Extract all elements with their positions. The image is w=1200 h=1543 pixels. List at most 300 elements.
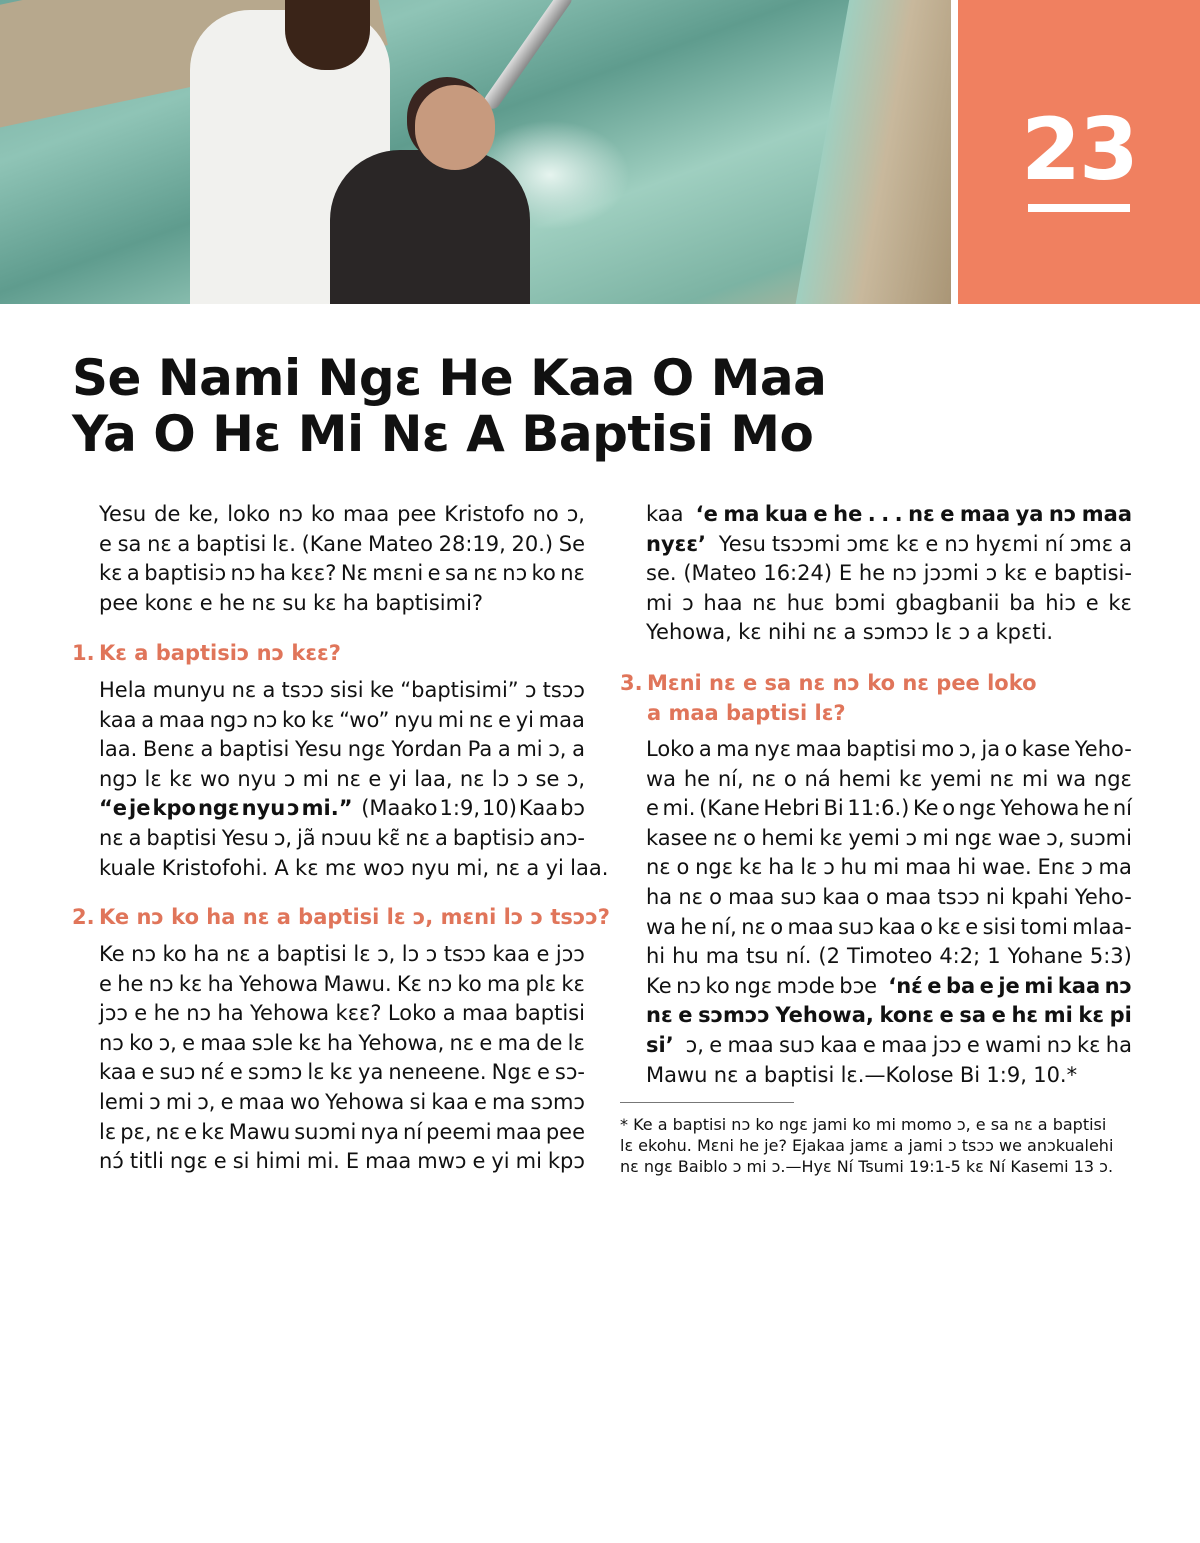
text: ko xyxy=(162,942,187,966)
text: nɛ xyxy=(712,825,738,850)
text: kɛ xyxy=(937,914,961,939)
text: mlaa- xyxy=(1072,914,1132,939)
text: a xyxy=(126,561,140,586)
bold-text: hɛ xyxy=(1011,1003,1039,1028)
text: lemi xyxy=(99,1089,145,1114)
question-text: a maa baptisi lɛ? xyxy=(647,700,846,725)
text: nɛ xyxy=(336,766,361,791)
text: Hebri xyxy=(763,796,820,821)
text: a xyxy=(976,620,990,645)
title-line: Se Nami Ngɛ He Kaa O Maa xyxy=(72,349,827,407)
text: pee xyxy=(397,502,437,526)
text: nɛ xyxy=(449,1030,475,1055)
text: se. xyxy=(646,561,677,586)
text: a xyxy=(128,825,142,850)
text: ha xyxy=(326,1030,354,1055)
text-line xyxy=(99,765,585,795)
text: a xyxy=(177,531,191,556)
text-line xyxy=(646,500,1132,530)
text: ɔ xyxy=(283,766,296,791)
text: ma xyxy=(486,971,521,996)
text: Yehowa xyxy=(249,1001,330,1026)
text: bɔ xyxy=(560,796,585,821)
bold-text: e xyxy=(813,502,828,526)
text: maa xyxy=(343,502,390,526)
text: Loko xyxy=(387,1001,437,1026)
text: nɔ xyxy=(252,707,278,732)
text: o xyxy=(676,855,690,880)
bold-text: . xyxy=(881,502,890,526)
bold-text: ma xyxy=(723,502,760,526)
text: yi xyxy=(545,855,564,880)
text: kaa xyxy=(99,707,137,732)
text: ko xyxy=(705,973,730,998)
text: ní, xyxy=(717,766,744,791)
text: mi xyxy=(302,766,329,791)
text: kɛɛ? xyxy=(290,561,337,586)
text: kɛ xyxy=(898,766,923,791)
text: nɛ xyxy=(155,1119,181,1144)
text: ngɔ xyxy=(99,766,138,791)
text-line xyxy=(99,530,585,560)
bold-text: maa xyxy=(959,502,1011,526)
text: ngɛ xyxy=(958,796,997,821)
text-line xyxy=(646,972,1132,1002)
text: nɔ xyxy=(891,561,917,586)
text: Kaa xyxy=(518,796,559,821)
text: jɔɔ xyxy=(932,1032,962,1057)
text-line xyxy=(99,559,585,589)
text: ngɛ xyxy=(1093,766,1132,791)
text: ha xyxy=(342,590,369,615)
text: nɔ xyxy=(427,971,453,996)
text: ɔ xyxy=(524,678,537,702)
text: nyu xyxy=(237,766,277,791)
text: nyu xyxy=(394,707,434,732)
text: suɔ xyxy=(838,914,874,939)
text: tsɔɔ xyxy=(542,678,585,702)
bold-text: je xyxy=(129,796,151,821)
text: neneene. xyxy=(388,1060,487,1085)
bold-text: . xyxy=(894,502,903,526)
bold-text: kpo xyxy=(152,796,196,821)
bold-text: nyu xyxy=(241,796,286,821)
text: baptisiɔ xyxy=(144,561,227,586)
text: Mateo xyxy=(367,531,433,556)
text: nɔ xyxy=(944,531,970,556)
text-line xyxy=(646,883,1132,913)
text: de xyxy=(154,502,181,526)
text: wae. xyxy=(982,855,1032,880)
question-3 xyxy=(620,669,1037,728)
text-line xyxy=(646,1031,1132,1061)
text: kɛ xyxy=(738,855,763,880)
text: nɔ xyxy=(1046,1032,1072,1057)
text: (Kane xyxy=(301,531,363,556)
text: ma xyxy=(492,1089,526,1114)
text: ɔ, xyxy=(1046,825,1065,850)
text: kaa xyxy=(492,942,530,966)
text: maa xyxy=(885,884,932,909)
text: e xyxy=(134,1001,148,1026)
text: e xyxy=(472,1149,486,1174)
intro-paragraph xyxy=(99,500,585,618)
text: ko xyxy=(282,707,307,732)
text: ɔ, xyxy=(548,737,567,762)
text: maa xyxy=(462,1001,509,1026)
text: ɔ, xyxy=(377,942,396,966)
text: Yehowa xyxy=(325,1089,405,1114)
footnote-line: lɛ ekohu. Mɛni he je? Ejakaa jamɛ a jami ɔ tsɔɔ we anɔkualehi xyxy=(620,1136,1114,1155)
text-line xyxy=(99,854,609,884)
text: Yohane xyxy=(1007,944,1083,969)
text: wo xyxy=(199,766,230,791)
text: Ke xyxy=(646,973,672,998)
text: e xyxy=(646,796,659,821)
text: ɔ xyxy=(516,766,529,791)
text: maa xyxy=(495,1119,542,1144)
question-text: Ke nɔ ko ha nɛ a baptisi lɛ ɔ, mɛni lɔ ɔ tsɔɔ? xyxy=(99,905,610,929)
text: wami xyxy=(985,1032,1042,1057)
text: a xyxy=(1119,531,1132,556)
text: woɔ xyxy=(362,855,405,880)
text: su xyxy=(282,590,307,615)
text: a xyxy=(497,737,511,762)
text-line xyxy=(99,970,585,1000)
text: ní xyxy=(1112,796,1132,821)
text-line xyxy=(646,618,1132,648)
text: kɛ xyxy=(169,766,193,791)
text: suɔ xyxy=(778,1032,815,1057)
question-2 xyxy=(72,903,610,933)
text: mi xyxy=(646,590,673,615)
text: nɛ xyxy=(752,590,777,615)
bold-text: ɔ xyxy=(287,796,300,821)
text-line xyxy=(99,676,585,706)
text: Ngɛ xyxy=(491,1060,532,1085)
text-line xyxy=(99,1058,585,1088)
text: ɔ, xyxy=(273,825,293,850)
text: Yehowa xyxy=(239,971,319,996)
text: nɛ xyxy=(231,678,257,702)
text: maa xyxy=(881,1032,928,1057)
text: yemi xyxy=(930,766,982,791)
text-line xyxy=(646,589,1132,619)
text: ɔ, xyxy=(158,1030,177,1055)
text: nɛ xyxy=(713,1062,739,1087)
bold-text: sɔmɔɔ xyxy=(698,1003,770,1028)
bold-text: Yehowa, xyxy=(775,1003,874,1028)
text: ha xyxy=(646,884,673,909)
question-number: 3. xyxy=(620,671,643,695)
text: he xyxy=(680,914,707,939)
text: mɔde xyxy=(776,973,835,998)
text: gbagbanii xyxy=(895,590,1000,615)
text: ko xyxy=(457,971,482,996)
text: o xyxy=(1004,737,1018,761)
text: e xyxy=(479,1030,493,1055)
text: jɔɔ xyxy=(99,1001,128,1026)
text: baptisi xyxy=(846,737,917,761)
text: nɛ xyxy=(495,855,521,880)
text: haa xyxy=(703,590,743,615)
text: sɔmɔ xyxy=(530,1089,585,1114)
text: ná xyxy=(804,766,831,791)
text: nɛ xyxy=(473,561,498,586)
text: tsɔɔ xyxy=(937,884,980,909)
text: nɔ xyxy=(230,561,256,586)
text: ɔ, xyxy=(566,502,585,526)
text: a xyxy=(262,678,276,702)
text: nɛ xyxy=(468,707,494,732)
text-line xyxy=(99,1118,585,1148)
text-line xyxy=(99,589,585,619)
text: Pa xyxy=(467,737,493,762)
text: e xyxy=(965,914,979,939)
bold-text: “e xyxy=(99,796,128,821)
text: mi xyxy=(922,825,949,850)
bold-text: e xyxy=(927,973,942,998)
bold-text: ngɛ xyxy=(197,796,240,821)
text: 10) xyxy=(482,796,517,821)
text: lɛ xyxy=(935,620,953,645)
text: maa xyxy=(905,855,952,880)
text: e xyxy=(220,1089,234,1114)
text: Yesu xyxy=(712,531,766,556)
question-text: Kɛ a baptisiɔ nɔ kɛɛ? xyxy=(99,641,341,665)
text: o xyxy=(783,766,797,791)
text: kɛ xyxy=(738,620,762,645)
text: nɛ xyxy=(459,766,485,791)
text: baptisiɔ xyxy=(452,825,535,850)
text: konɛ xyxy=(144,590,194,615)
text: kaa xyxy=(431,1089,469,1114)
text: e xyxy=(184,1119,198,1144)
text: baptisi xyxy=(146,825,217,850)
text: e xyxy=(141,1060,155,1085)
text: yemi xyxy=(848,825,901,850)
text: kɛ xyxy=(1003,561,1028,586)
text: ma xyxy=(497,1030,531,1055)
text: nɔ́ xyxy=(99,1149,124,1174)
text: tomi xyxy=(1020,914,1068,939)
text: he xyxy=(683,766,711,791)
text: e xyxy=(99,531,112,556)
text: Kɛ xyxy=(396,971,423,996)
text: maa xyxy=(787,914,834,939)
text: sa xyxy=(444,561,469,586)
text: ɔ xyxy=(425,942,438,966)
text: tsɔɔmi xyxy=(771,531,841,556)
text: nɛ xyxy=(741,914,766,939)
text: kɛ xyxy=(178,971,203,996)
text: kaa xyxy=(99,1060,137,1085)
text: kɛ xyxy=(295,855,319,880)
text: ya xyxy=(358,1060,384,1085)
text: kɛ xyxy=(298,1030,322,1055)
text: a xyxy=(442,1001,456,1026)
text: lɛ xyxy=(800,855,818,880)
text: kɛ xyxy=(895,531,920,556)
text: kaa xyxy=(878,914,916,939)
text: sɔmɔ xyxy=(247,1060,303,1085)
text: kasee xyxy=(646,825,708,850)
text: ba xyxy=(1009,590,1036,615)
text: plɛ xyxy=(525,971,557,996)
text: ke xyxy=(369,678,395,702)
text: nɛ xyxy=(989,766,1015,791)
text: hi xyxy=(957,855,977,880)
text-line xyxy=(99,999,585,1029)
text: suɔ xyxy=(780,884,817,909)
text: he xyxy=(117,971,144,996)
text: ní xyxy=(1044,531,1064,556)
text: wa xyxy=(646,766,677,791)
bold-text: e xyxy=(991,1003,1006,1028)
text: baptisi xyxy=(276,942,347,966)
text: Yehowa xyxy=(1000,796,1080,821)
text: kase xyxy=(1021,737,1071,761)
text-line xyxy=(99,1147,585,1177)
text: lɛ xyxy=(307,1060,325,1085)
text: Kristofohi. xyxy=(161,855,269,880)
text: “wo” xyxy=(339,707,390,732)
text: E xyxy=(838,561,853,586)
text: e xyxy=(862,1032,876,1057)
text: Ke xyxy=(912,796,939,821)
text: e xyxy=(99,971,112,996)
text: mi. xyxy=(662,796,696,821)
text: mɛ xyxy=(324,855,357,880)
text: lɛ xyxy=(567,1030,585,1055)
text: maa xyxy=(238,1089,285,1114)
text: ɔ xyxy=(905,825,918,850)
text: ha xyxy=(207,971,234,996)
text: mwɔ xyxy=(417,1149,467,1174)
text-line xyxy=(646,942,1132,972)
text: ngɛ xyxy=(734,973,773,998)
text-line xyxy=(646,735,1132,765)
text-line xyxy=(99,940,585,970)
bold-text: nyɛɛ’ xyxy=(646,531,706,556)
text: 1:9, xyxy=(986,1062,1027,1087)
text: bɔe xyxy=(839,973,884,998)
text: baptisimi? xyxy=(375,590,484,615)
bold-text: kua xyxy=(764,502,808,526)
text: mi xyxy=(872,855,900,880)
text: wae xyxy=(997,825,1041,850)
text: e xyxy=(709,1032,723,1057)
text: nyu xyxy=(410,855,450,880)
text: pɛ, xyxy=(120,1119,152,1144)
text: kɛ xyxy=(329,1060,354,1085)
text: nɔ xyxy=(186,1001,212,1026)
text: 5:3) xyxy=(1089,944,1132,969)
text-line xyxy=(99,1088,585,1118)
bold-text: ‘e xyxy=(695,502,718,526)
text: kɛ xyxy=(310,707,335,732)
text: o xyxy=(770,914,784,939)
text-line xyxy=(646,824,1132,854)
text: 1:9, xyxy=(439,796,480,821)
text: ɔ, xyxy=(958,737,977,761)
text: ɔ, xyxy=(679,1032,704,1057)
text: Nɛ xyxy=(340,561,368,586)
text: nɛ xyxy=(251,590,277,615)
text: se xyxy=(535,766,560,791)
text: e xyxy=(427,561,441,586)
bold-text: si’ xyxy=(646,1032,674,1057)
bold-text: pi xyxy=(1109,1003,1132,1028)
text: (Maako xyxy=(354,796,438,821)
text: kaa xyxy=(820,1032,858,1057)
text: o xyxy=(942,796,956,821)
text: Mawu. xyxy=(323,971,392,996)
text: ní. xyxy=(785,944,812,969)
text: wa xyxy=(1056,766,1087,791)
text: maa xyxy=(365,1149,412,1174)
text: himi xyxy=(255,1149,301,1174)
text: maa xyxy=(727,1032,774,1057)
bold-text: nɔ xyxy=(1104,973,1132,998)
text: ngɛ xyxy=(954,825,993,850)
text: peemi xyxy=(426,1119,492,1144)
text: maa xyxy=(795,737,842,761)
text: Hela xyxy=(99,678,147,702)
text: baptisi xyxy=(218,737,290,762)
footnote xyxy=(620,1114,1113,1177)
text: loko xyxy=(227,502,271,526)
text: bɔmi xyxy=(834,590,886,615)
text-line xyxy=(99,1029,585,1059)
text: kɛ xyxy=(1108,590,1132,615)
text: a xyxy=(200,737,214,762)
text: e xyxy=(498,707,512,732)
text: 4:2; xyxy=(939,944,981,969)
text: 11:6.) xyxy=(847,796,910,821)
text: 20.) xyxy=(511,531,554,556)
text: 1 xyxy=(987,944,1001,969)
bold-text: mi xyxy=(1024,973,1054,998)
text: ko xyxy=(129,1030,154,1055)
text: baptisi xyxy=(763,1062,835,1087)
text: nya xyxy=(360,1119,399,1144)
text: Bi xyxy=(959,1062,981,1087)
text: e xyxy=(213,1149,227,1174)
text: nyɛ xyxy=(753,737,792,761)
text: anɔ- xyxy=(539,825,585,850)
text: ngɛ xyxy=(347,737,386,762)
text: pee xyxy=(99,590,139,615)
footnote-divider xyxy=(620,1102,794,1103)
bold-text: maa xyxy=(1081,502,1132,526)
text: ɔmɛ xyxy=(846,531,890,556)
text: 28:19, xyxy=(438,531,506,556)
text: ha xyxy=(259,561,286,586)
text: kɛ xyxy=(561,971,585,996)
bold-text: kaa xyxy=(1057,973,1101,998)
text: ní xyxy=(402,1119,423,1144)
question-number: 1. xyxy=(72,641,95,665)
text: ɔ xyxy=(823,855,835,880)
text: 16:24) xyxy=(763,561,833,586)
text: Yehowa, xyxy=(358,1030,445,1055)
text: ja xyxy=(981,737,1001,761)
bold-text: kɛ xyxy=(1078,1003,1105,1028)
text: lɛ. xyxy=(272,531,296,556)
chapter-badge xyxy=(958,0,1200,304)
text: maa xyxy=(158,707,205,732)
